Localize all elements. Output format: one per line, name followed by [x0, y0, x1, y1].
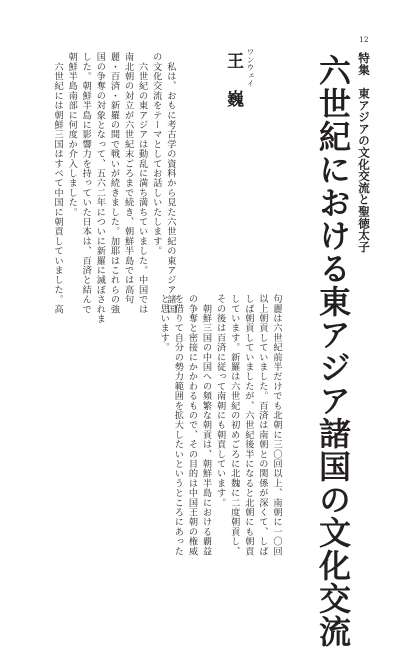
- body-text-left-block: [50, 52, 177, 342]
- body-line: 六世紀の東アジアは動乱に満ち満ちていました。中国では: [136, 52, 148, 314]
- body-line: した。朝鮮半島に影響力を持っていた日本は、百済と結んで: [80, 52, 92, 314]
- body-line: と思います。: [158, 294, 170, 353]
- body-line: 国の争奪の対象となって、五六二年についに新羅に滅ぼされま: [94, 52, 106, 324]
- article-title: 六世紀における東アジア諸国の文化交流: [314, 54, 352, 648]
- body-line: 句麗は六世紀前半だけでも北朝に三〇回以上、南朝に一〇回: [271, 294, 282, 556]
- author-ruby: ワンウェイ: [246, 48, 255, 87]
- body-line: 朝鮮半島南部に何度か介入しました。: [66, 52, 78, 217]
- body-line: 麗・百済・新羅の間で戦いが続きました。加耶はこれらの強: [108, 52, 120, 314]
- body-line: しています。新羅は六世紀の初めごろに北魏に二度朝貢し、: [228, 294, 240, 556]
- body-line: 私は、おもに考古学の資料から見た六世紀の東アジア諸国: [164, 52, 176, 314]
- series-heading: 特集 東アジアの文化交流と聖徳太子: [357, 52, 371, 253]
- body-line: の文化交流をテーマとしてお話しいたします。: [150, 52, 162, 256]
- body-line: 南北朝の対立が六世紀末ごろまで続き、朝鮮半島では高句: [122, 52, 134, 305]
- author-name: 王 巍: [223, 52, 243, 109]
- body-line: の争奪と密接にかかわるもので、その目的は中国王朝の権威: [186, 294, 198, 556]
- body-line: 以上朝貢していました。百済は南朝との関係が深くて、しば: [256, 294, 268, 556]
- body-line: 朝鮮三国の中国への頻繁な朝貢は、朝鮮半島における覇益: [200, 294, 212, 556]
- body-line: 六世紀には朝鮮三国はすべて中国に朝貢していました。高: [52, 52, 64, 314]
- body-line: その後は百済に従って南朝にも朝貢しています。: [214, 294, 226, 508]
- page-number: 12: [359, 36, 369, 44]
- body-line: を借りて自分の勢力範囲を拡大したいというところにあった: [172, 294, 184, 556]
- body-line: しば朝貢していましたが、六世紀後半になると北朝にも朝貢: [242, 294, 254, 556]
